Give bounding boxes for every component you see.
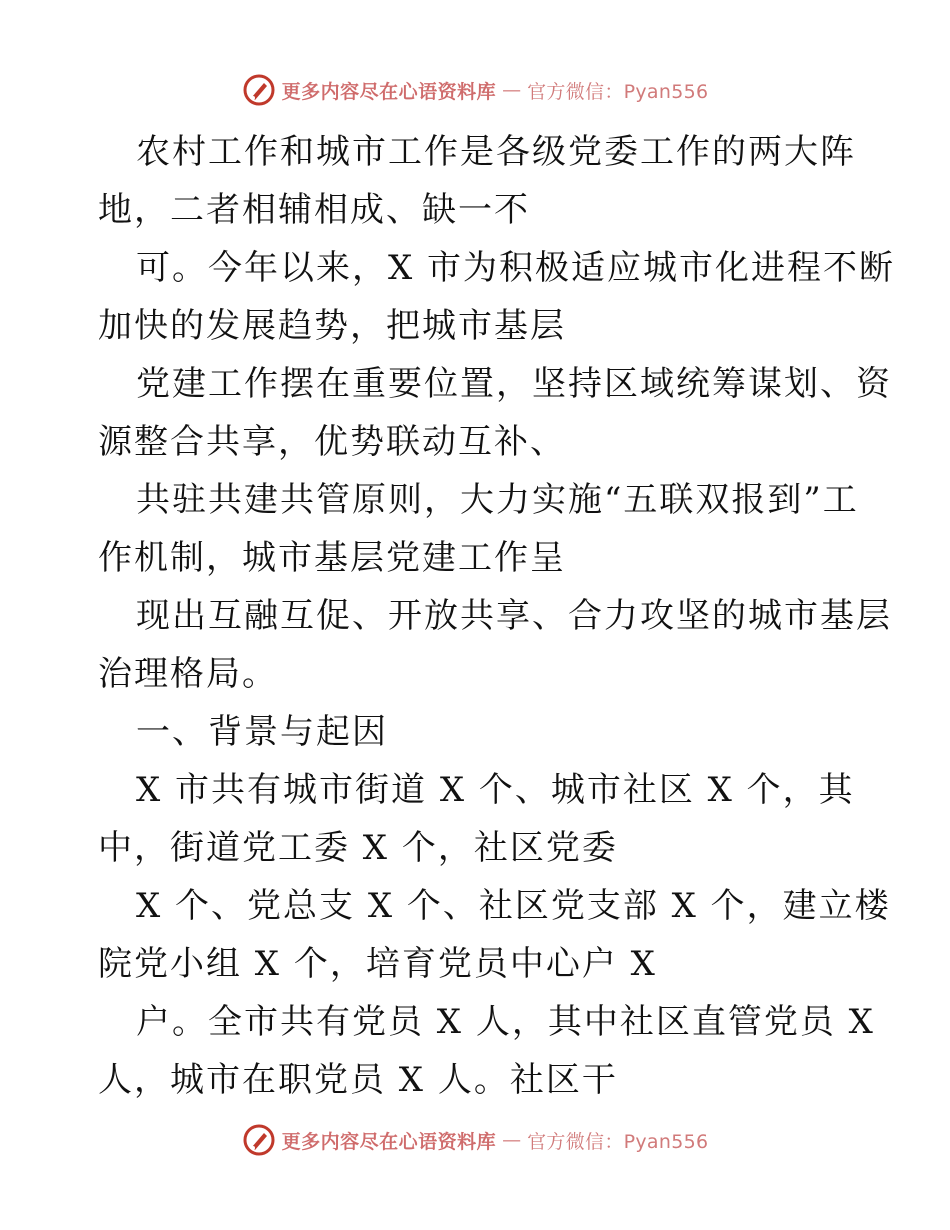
text-line: 党建工作摆在重要位置，坚持区域统筹谋划、资: [136, 364, 892, 404]
text-line: 中，街道党工委 X 个，社区党委: [98, 828, 618, 868]
text-line: 可。今年以来，X 市为积极适应城市化进程不断: [136, 248, 896, 288]
pen-seal-icon: [242, 1123, 276, 1157]
watermark-site-text: 更多内容尽在心语资料库: [281, 80, 497, 103]
watermark-wechat-text: 官方微信：Pyan556: [527, 80, 709, 103]
text-line: X 个、党总支 X 个、社区党支部 X 个，建立楼: [136, 886, 891, 926]
text-line: 治理格局。: [98, 654, 278, 694]
watermark-site-text: 更多内容尽在心语资料库: [281, 1130, 497, 1153]
text-line: 源整合共享，优势联动互补、: [98, 422, 566, 462]
text-line: 院党小组 X 个，培育党员中心户 X: [98, 944, 657, 984]
watermark-dash: —: [502, 79, 522, 101]
text-line: X 市共有城市街道 X 个、城市社区 X 个，其: [136, 770, 855, 810]
text-line: 人，城市在职党员 X 人。社区干: [98, 1060, 618, 1100]
watermark-wechat-text: 官方微信：Pyan556: [527, 1130, 709, 1153]
text-line: 现出互融互促、开放共享、合力攻坚的城市基层: [136, 596, 892, 636]
text-line: 农村工作和城市工作是各级党委工作的两大阵: [136, 132, 856, 172]
text-line: 作机制，城市基层党建工作呈: [98, 538, 566, 578]
text-line: 地，二者相辅相成、缺一不: [98, 190, 530, 230]
pen-seal-icon: [242, 73, 276, 107]
text-line: 共驻共建共管原则，大力实施“五联双报到”工: [136, 480, 859, 520]
text-line: 加快的发展趋势，把城市基层: [98, 306, 566, 346]
footer-watermark: [0, 1122, 950, 1158]
watermark-dash: —: [502, 1129, 522, 1151]
text-line: 户。全市共有党员 X 人，其中社区直管党员 X: [136, 1002, 875, 1042]
header-watermark: [0, 72, 950, 108]
section-heading: 一、背景与起因: [136, 712, 388, 752]
